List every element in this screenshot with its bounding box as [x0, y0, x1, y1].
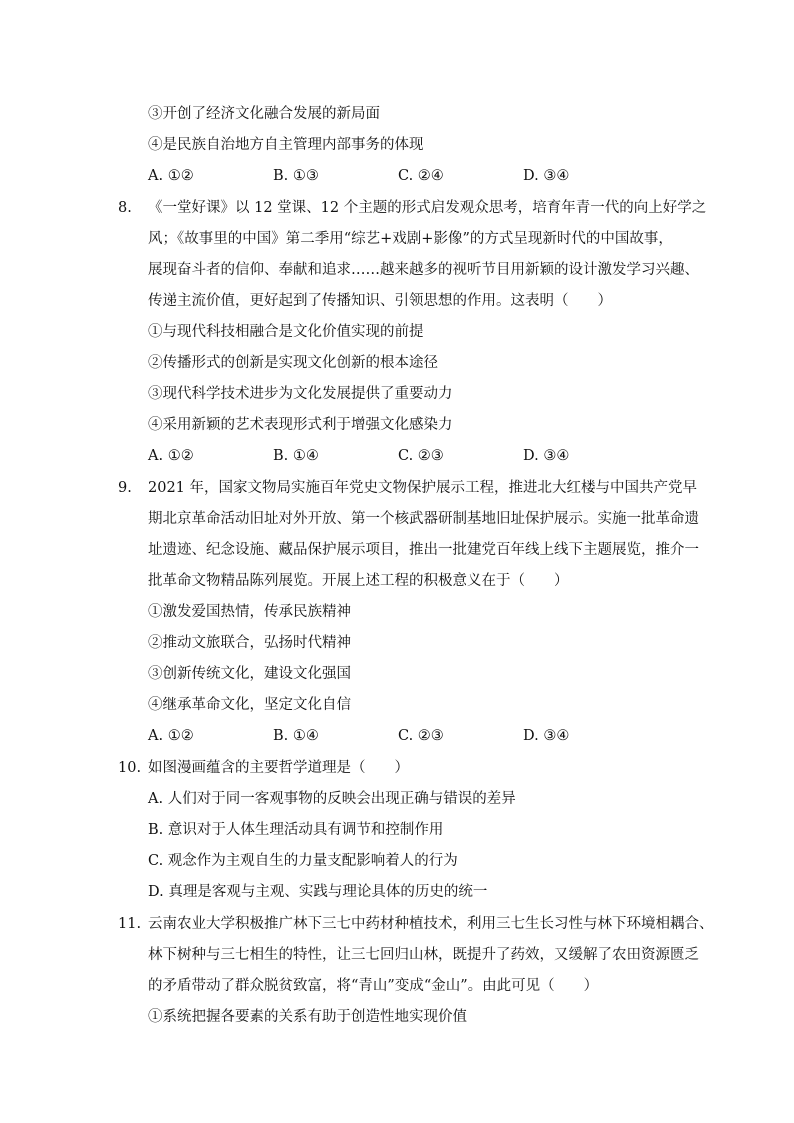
q7-option-a: A. ①② — [148, 168, 194, 184]
q9-option-a: A. ①② — [148, 728, 194, 744]
q9-line-4: 批革命文物精品陈列展览。开展上述工程的积极意义在于（ ） — [148, 573, 569, 589]
q7-option-b: B. ①③ — [273, 168, 319, 184]
q7-statement-4: ④是民族自治地方自主管理内部事务的体现 — [148, 137, 424, 153]
q8-statement-2: ②传播形式的创新是实现文化创新的根本途径 — [148, 355, 438, 371]
q8-line-3: 展现奋斗者的信仰、奉献和追求……越来越多的视听节目用新颖的设计激发学习兴趣、 — [148, 262, 699, 278]
q10-option-a: A. 人们对于同一客观事物的反映会出现正确与错误的差异 — [148, 791, 516, 807]
q11-line-3: 的矛盾带动了群众脱贫致富，将“青山”变成“金山”。由此可见（ ） — [148, 978, 599, 994]
q9-line-2: 期北京革命活动旧址对外开放、第一个核武器研制基地旧址保护展示。实施一批革命遗 — [148, 511, 699, 527]
q10-option-c: C. 观念作为主观自生的力量支配影响着人的行为 — [148, 853, 458, 869]
q9-option-b: B. ①④ — [273, 728, 319, 744]
q11-line-1: 云南农业大学积极推广林下三七中药材种植技术，利用三七生长习性与林下环境相耦合、 — [148, 916, 714, 932]
q10-option-d: D. 真理是客观与主观、实践与理论具体的历史的统一 — [148, 884, 488, 900]
q8-option-b: B. ①④ — [273, 448, 319, 464]
q9-statement-2: ②推动文旅联合，弘扬时代精神 — [148, 635, 351, 651]
q9-option-d: D. ③④ — [523, 728, 570, 744]
q8-option-d: D. ③④ — [523, 448, 570, 464]
q9-line-1: 2021 年，国家文物局实施百年党史文物保护展示工程，推进北大红楼与中国共产党早 — [148, 480, 698, 496]
q8-statement-3: ③现代科学技术进步为文化发展提供了重要动力 — [148, 386, 453, 402]
q8-line-4: 传递主流价值，更好起到了传播知识、引领思想的作用。这表明（ ） — [148, 293, 612, 309]
q10-number: 10. — [118, 760, 142, 776]
q9-statement-4: ④继承革命文化，坚定文化自信 — [148, 697, 351, 713]
q9-line-3: 址遗迹、纪念设施、藏品保护展示项目，推出一批建党百年线上线下主题展览，推介一 — [148, 542, 699, 558]
q10-line-1: 如图漫画蕴含的主要哲学道理是（ ） — [148, 760, 409, 776]
q9-statement-3: ③创新传统文化，建设文化强国 — [148, 666, 351, 682]
q11-number: 11. — [118, 916, 142, 932]
q8-statement-4: ④采用新颖的艺术表现形式利于增强文化感染力 — [148, 417, 453, 433]
q9-option-c: C. ②③ — [398, 728, 444, 744]
q8-line-2: 风；《故事里的中国》第二季用“综艺+戏剧+影像”的方式呈现新时代的中国故事， — [148, 231, 673, 247]
q8-number: 8. — [118, 200, 132, 216]
q8-option-a: A. ①② — [148, 448, 194, 464]
q9-number: 9. — [118, 480, 132, 496]
q8-line-1: 《一堂好课》以 12 堂课、12 个主题的形式启发观众思考，培育年青一代的向上好学之 — [148, 200, 707, 216]
q7-statement-3: ③开创了经济文化融合发展的新局面 — [148, 106, 380, 122]
q10-option-b: B. 意识对于人体生理活动具有调节和控制作用 — [148, 822, 444, 838]
q8-statement-1: ①与现代科技相融合是文化价值实现的前提 — [148, 324, 424, 340]
q11-statement-1: ①系统把握各要素的关系有助于创造性地实现价值 — [148, 1009, 467, 1025]
q7-option-d: D. ③④ — [523, 168, 570, 184]
q7-option-c: C. ②④ — [398, 168, 444, 184]
q8-option-c: C. ②③ — [398, 448, 444, 464]
q9-statement-1: ①激发爱国热情，传承民族精神 — [148, 604, 351, 620]
q11-line-2: 林下树种与三七相生的特性，让三七回归山林，既提升了药效，又缓解了农田资源匮乏 — [148, 947, 699, 963]
